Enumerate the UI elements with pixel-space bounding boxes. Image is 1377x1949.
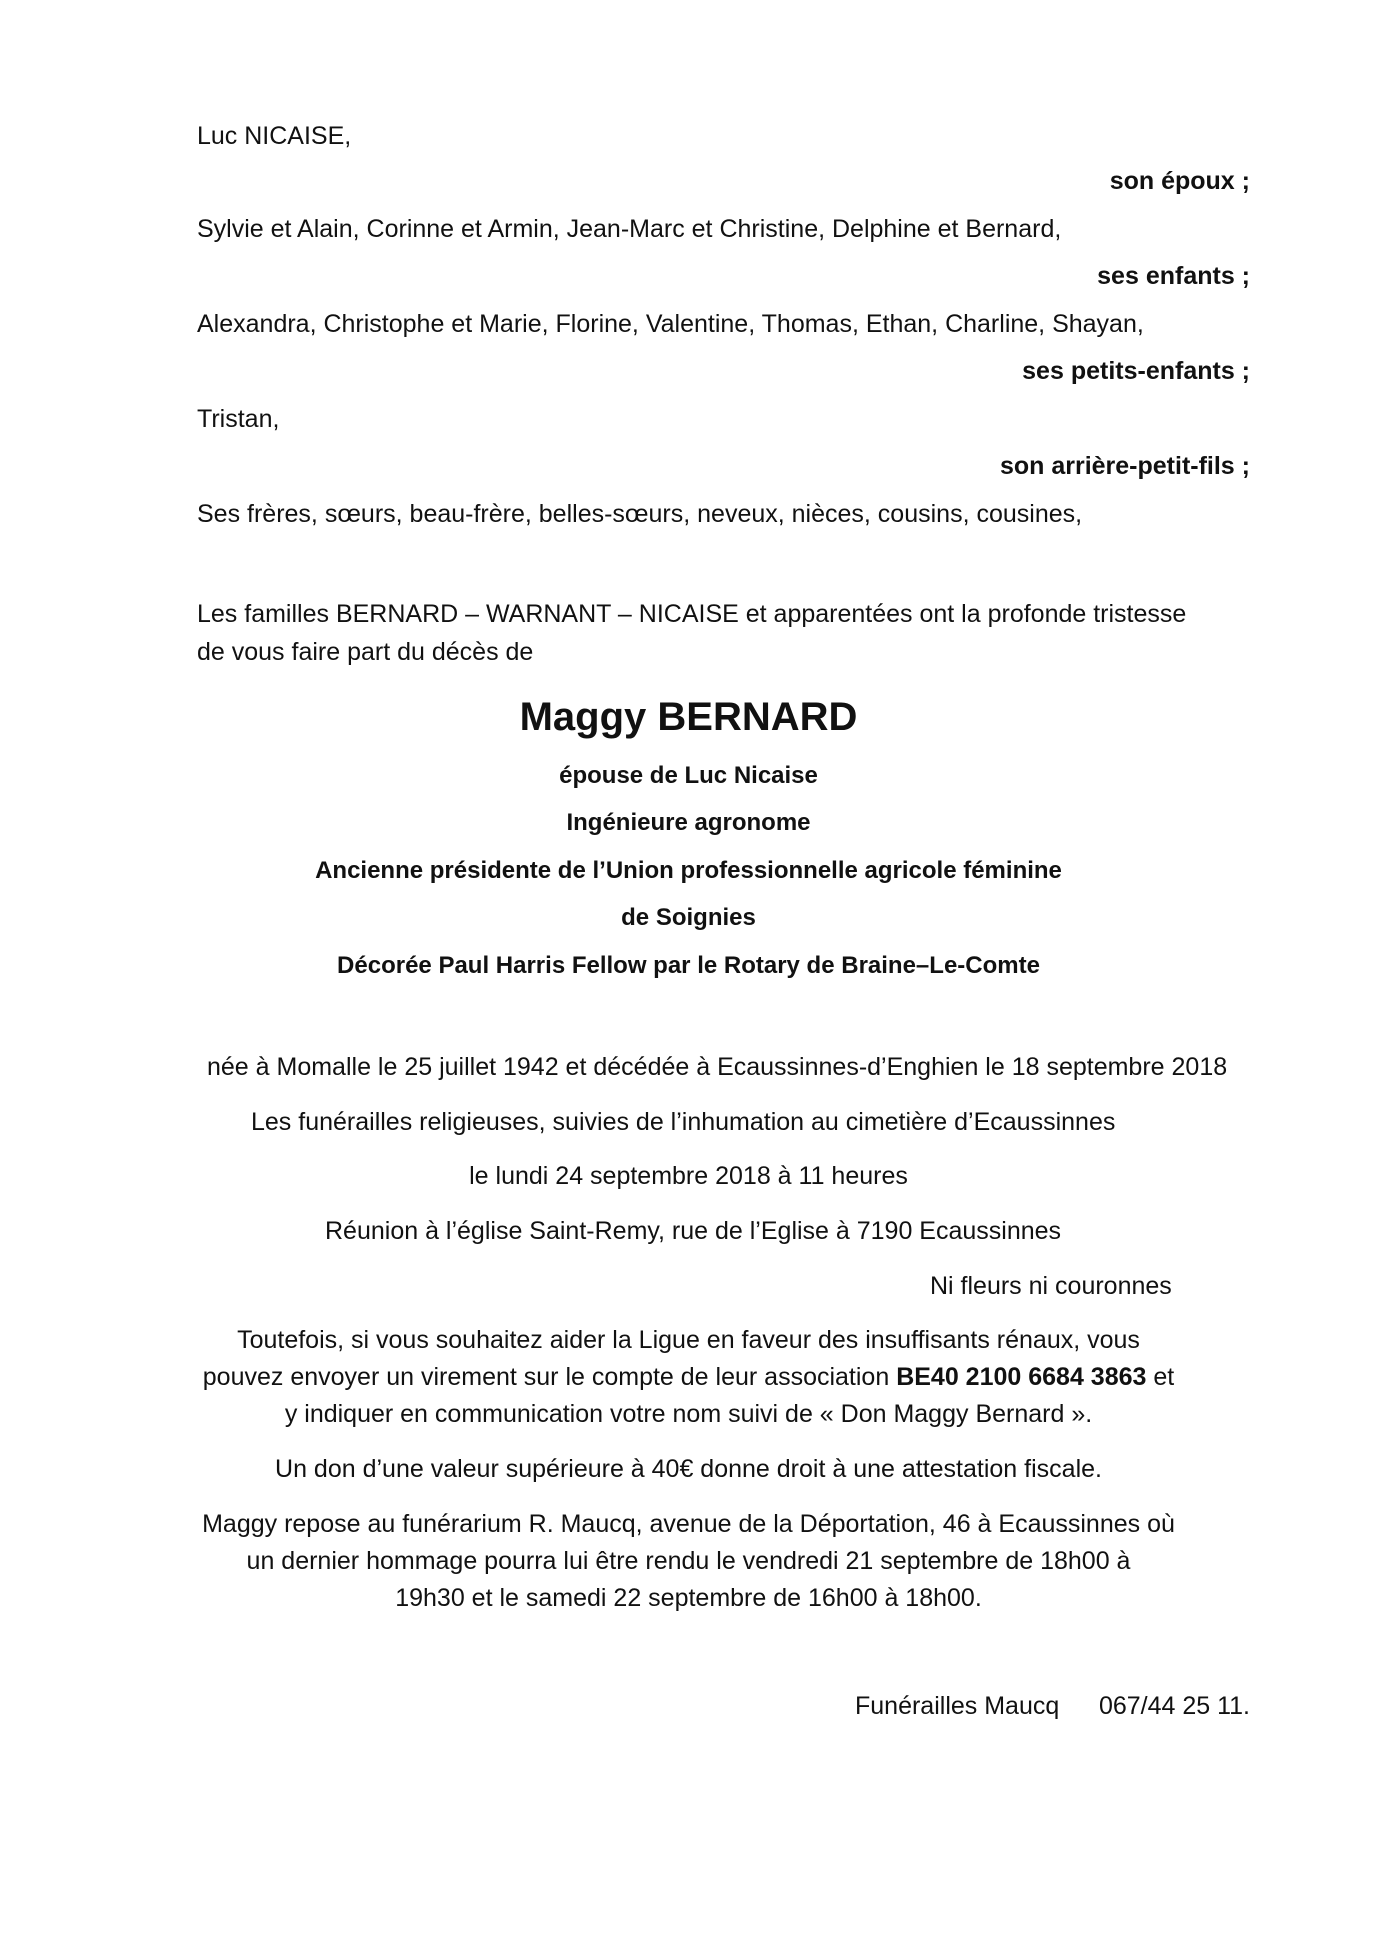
- children-label: ses enfants ;: [1097, 262, 1250, 290]
- funeral-line-2: le lundi 24 septembre 2018 à 11 heures: [469, 1162, 908, 1190]
- flowers-line: Ni fleurs ni couronnes: [930, 1272, 1172, 1300]
- grandchildren-names: Alexandra, Christophe et Marie, Florine, Valentine, Thomas, Ethan, Charline, Shayan,: [197, 310, 1144, 338]
- title-location: de Soignies: [621, 904, 756, 931]
- donation-account-number: BE40 2100 6684 3863: [896, 1363, 1147, 1391]
- funeral-line-1: Les funérailles religieuses, suivies de l’inhumation au cimetière d’Ecaussinnes: [251, 1108, 1116, 1136]
- funeral-home-phone: 067/44 25 11.: [1098, 1692, 1250, 1720]
- donation-line-2-suffix: et: [1146, 1363, 1175, 1391]
- spouse-name: Luc NICAISE,: [197, 122, 352, 150]
- visitation-line-2: un dernier hommage pourra lui être rendu le vendredi 21 septembre de 18h00 à: [246, 1547, 1131, 1575]
- donation-line-1: Toutefois, si vous souhaitez aider la Ligue en faveur des insuffisants rénaux, vous: [237, 1326, 1140, 1354]
- tax-line: Un don d’une valeur supérieure à 40€ donne droit à une attestation fiscale.: [275, 1455, 1102, 1483]
- spouse-label: son époux ;: [1109, 167, 1250, 195]
- visitation-line-1: Maggy repose au funérarium R. Maucq, avenue de la Déportation, 46 à Ecaussinnes où: [202, 1510, 1175, 1538]
- donation-line-3: y indiquer en communication votre nom suivi de « Don Maggy Bernard ».: [284, 1400, 1093, 1428]
- deceased-name: Maggy BERNARD: [519, 695, 858, 739]
- title-profession: Ingénieure agronome: [566, 809, 811, 836]
- visitation-line-3: 19h30 et le samedi 22 septembre de 16h00 à 18h00.: [395, 1584, 982, 1612]
- children-names: Sylvie et Alain, Corinne et Armin, Jean-Marc et Christine, Delphine et Bernard,: [197, 215, 1062, 243]
- birth-death-line: née à Momalle le 25 juillet 1942 et décédée à Ecaussinnes-d’Enghien le 18 septembre 2018: [207, 1053, 1228, 1081]
- title-spouse: épouse de Luc Nicaise: [559, 762, 818, 789]
- great-grandchild-name: Tristan,: [197, 405, 280, 433]
- relatives-line: Ses frères, sœurs, beau-frère, belles-sœurs, neveux, nièces, cousins, cousines,: [197, 500, 1083, 528]
- grandchildren-label: ses petits-enfants ;: [1022, 357, 1250, 385]
- funeral-home-name: Funérailles Maucq: [855, 1692, 1060, 1720]
- announcement-line-1: Les familles BERNARD – WARNANT – NICAISE et apparentées ont la profonde tristesse: [197, 600, 1187, 628]
- announcement-line-2: de vous faire part du décès de: [197, 638, 534, 666]
- title-decoration: Décorée Paul Harris Fellow par le Rotary de Braine–Le-Comte: [337, 952, 1040, 979]
- great-grandchild-label: son arrière-petit-fils ;: [999, 452, 1250, 480]
- donation-line-2: [0, 1361, 1377, 1393]
- meeting-line: Réunion à l’église Saint-Remy, rue de l’Eglise à 7190 Ecaussinnes: [325, 1217, 1062, 1245]
- donation-line-2-prefix: pouvez envoyer un virement sur le compte de leur association: [202, 1363, 897, 1391]
- title-former-president: Ancienne présidente de l’Union professionnelle agricole féminine: [315, 857, 1062, 884]
